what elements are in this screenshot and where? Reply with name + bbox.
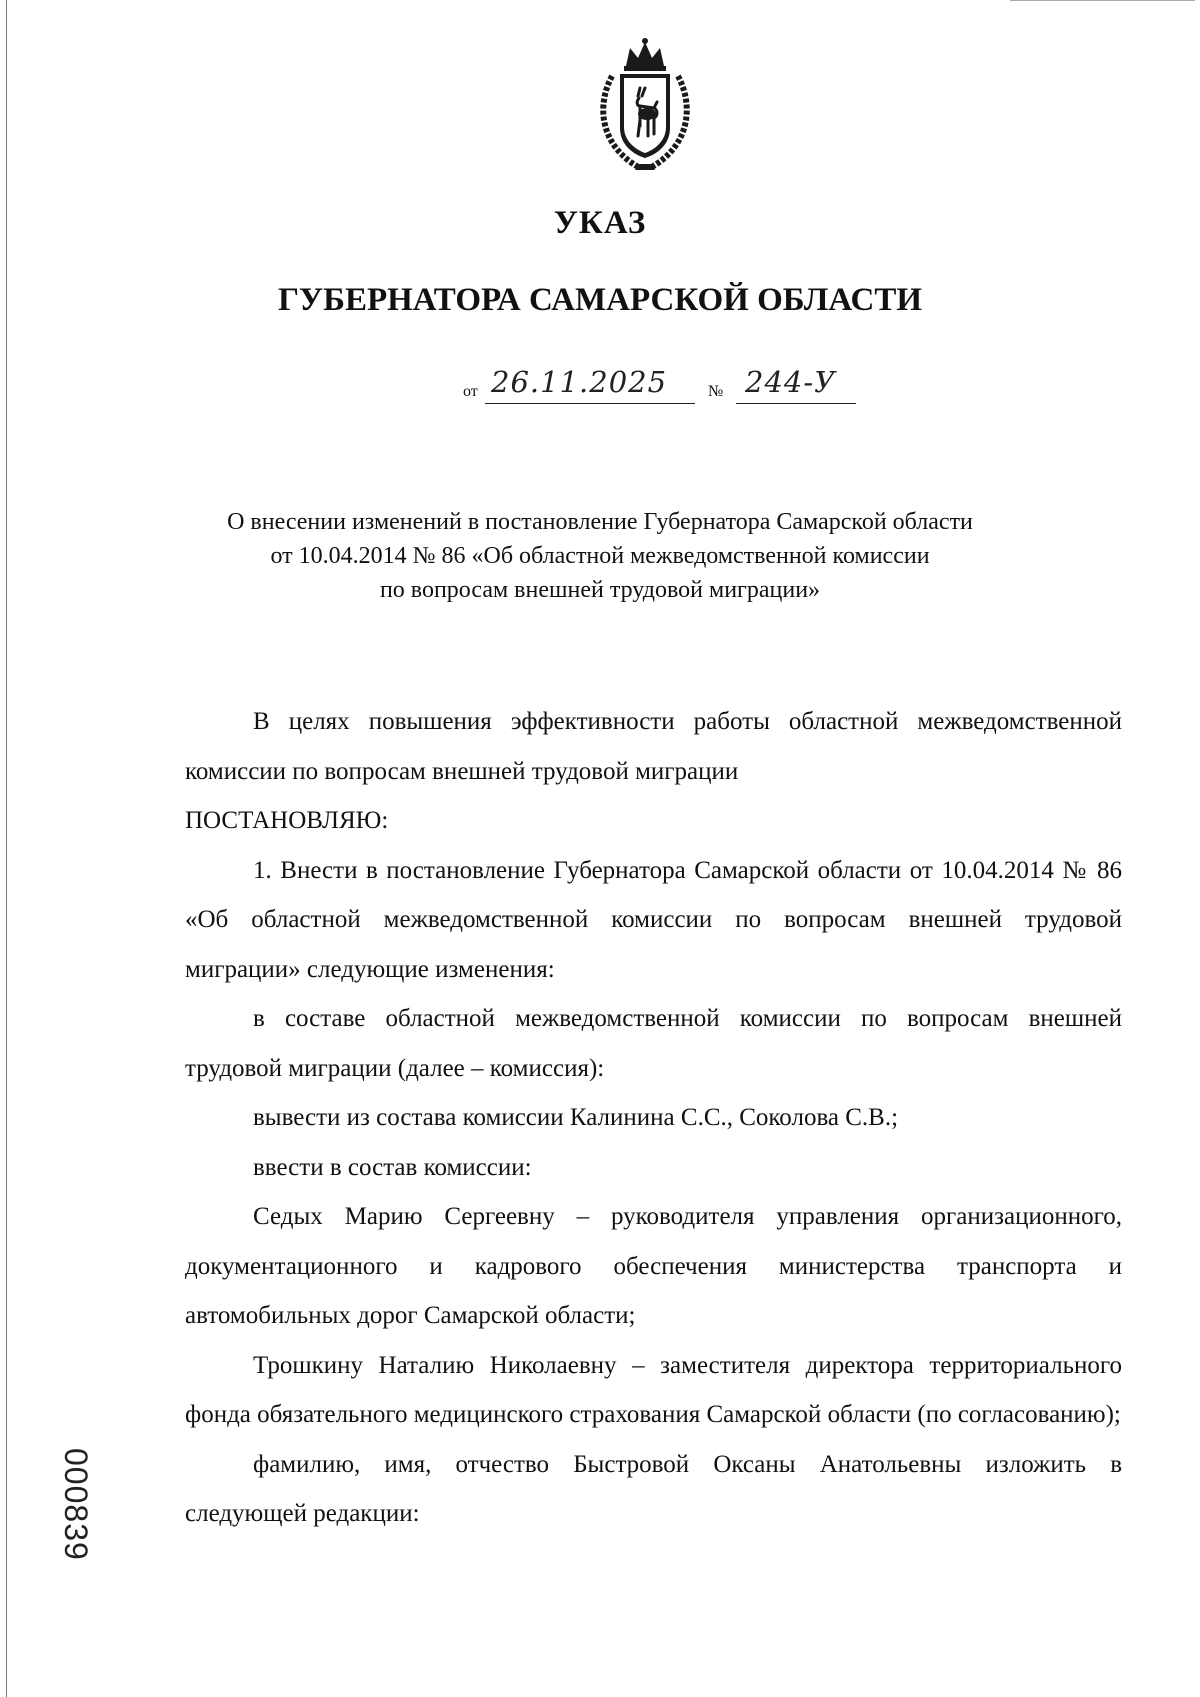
date-label: от bbox=[463, 383, 478, 400]
page-left-border bbox=[6, 0, 7, 1697]
body-paragraph-remove: вывести из состава комиссии Калинина С.С., Соколова С.В.; bbox=[253, 1104, 899, 1131]
number-label: № bbox=[708, 383, 724, 400]
body-paragraph-item-1: 1. Внести в постановление Губернатора Самарской области от 10.04.2014 № 86 «Об областной межведомственной комиссии по вопросам внешней трудовой миграции» следующие изменения: bbox=[185, 856, 1122, 983]
body-paragraph-commission: в составе областной межведомственной комиссии по вопросам внешней трудовой миграции (далее – комиссия): bbox=[185, 1005, 1122, 1082]
date-underline bbox=[485, 403, 695, 404]
body-paragraph-rename: фамилию, имя, отчество Быстровой Оксаны Анатольевны изложить в следующей редакции: bbox=[185, 1450, 1122, 1527]
registration-number: 000839 bbox=[58, 1448, 94, 1561]
body-paragraph-preamble: В целях повышения эффективности работы областной межведомственной комиссии по вопросам внешней трудовой миграции bbox=[185, 708, 1122, 785]
page-top-border bbox=[1010, 0, 1195, 1]
number-underline bbox=[736, 403, 856, 404]
subject-line: по вопросам внешней трудовой миграции» bbox=[379, 577, 821, 603]
decree-body bbox=[185, 697, 1122, 1539]
handwritten-number: 244-У bbox=[745, 365, 837, 399]
handwritten-date: 26.11.2025 bbox=[491, 365, 668, 399]
subject-line: от 10.04.2014 № 86 «Об областной межведомственной комиссии bbox=[270, 543, 930, 569]
body-paragraph-member-sedykh: Седых Марию Сергеевну – руководителя управления организационного, документационного и кадрового обеспечения министерства транспорта и автомобильных дорог Самарской области; bbox=[185, 1203, 1122, 1329]
document-issuer: ГУБЕРНАТОРА САМАРСКОЙ ОБЛАСТИ bbox=[277, 282, 923, 318]
samara-region-coat-of-arms-icon bbox=[590, 36, 700, 176]
decree-subject bbox=[150, 505, 1050, 607]
date-number-line bbox=[463, 365, 903, 411]
body-paragraph-add: ввести в состав комиссии: bbox=[253, 1153, 532, 1181]
document-title: УКАЗ bbox=[553, 205, 647, 241]
subject-line: О внесении изменений в постановление Губернатора Самарской области bbox=[227, 509, 973, 535]
body-paragraph-resolve: ПОСТАНОВЛЯЮ: bbox=[185, 807, 389, 834]
body-paragraph-member-troshkina: Трошкину Наталию Николаевну – заместителя директора территориального фонда обязательного медицинского страхования Самарской области (по согласованию); bbox=[185, 1351, 1122, 1428]
